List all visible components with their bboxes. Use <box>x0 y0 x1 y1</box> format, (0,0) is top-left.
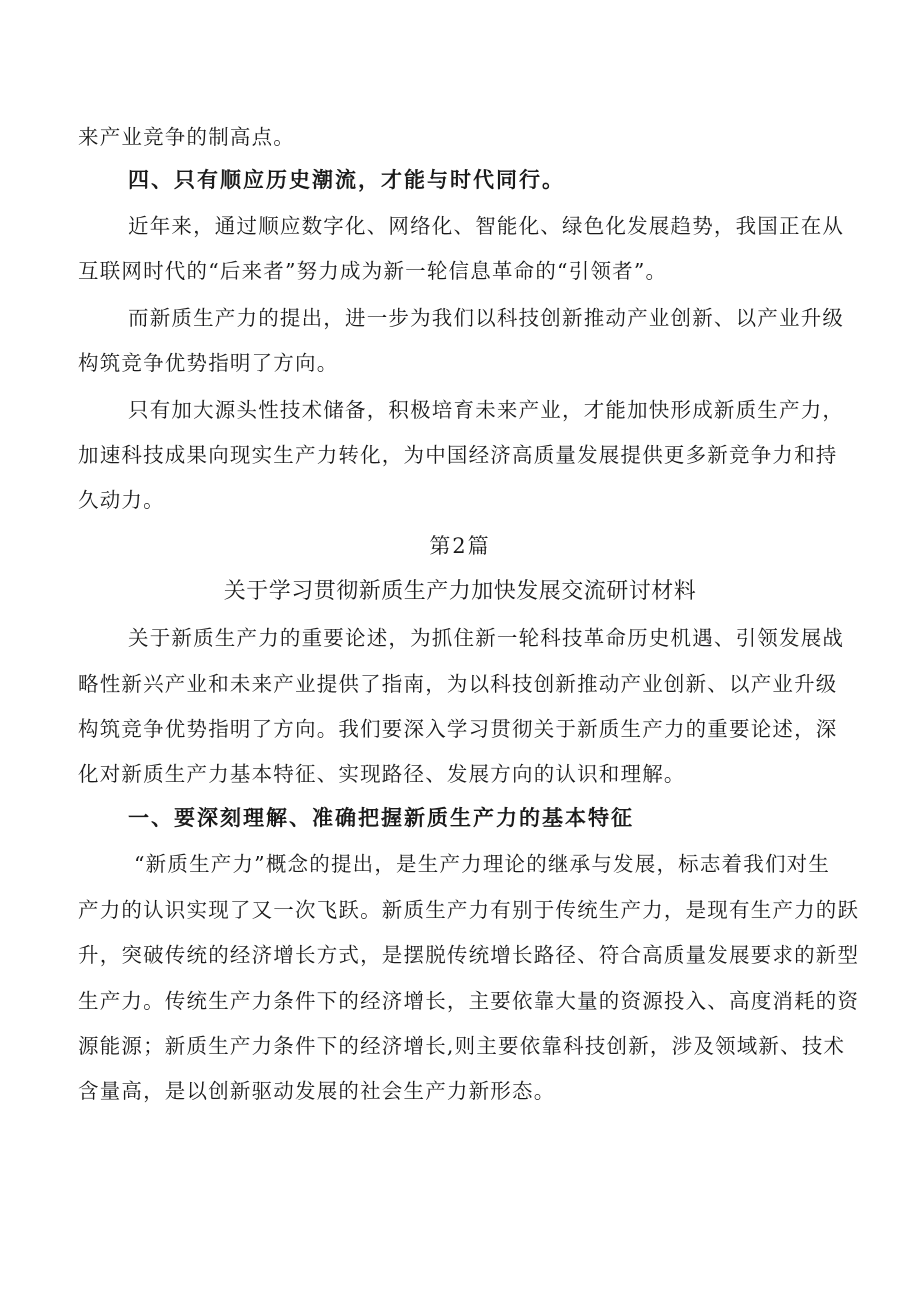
paragraph-line: 构筑竞争优势指明了方向。 <box>78 351 339 375</box>
paragraph-line: 只有加大源头性技术储备，积极培育未来产业，才能加快形成新质生产力， <box>128 398 845 422</box>
paragraph-line: 略性新兴产业和未来产业提供了指南，为以科技创新推动产业创新、以产业升级 <box>78 672 838 696</box>
paragraph-line: 源能源；新质生产力条件下的经济增长,则主要依靠科技创新，涉及领域新、技术 <box>78 1034 846 1058</box>
paragraph-line: 产力的认识实现了又一次飞跃。新质生产力有别于传统生产力，是现有生产力的跃 <box>78 898 860 922</box>
paragraph-line: 加速科技成果向现实生产力转化，为中国经济高质量发展提供更多新竞争力和持 <box>78 443 838 467</box>
paragraph-line: 关于新质生产力的重要论述，为抓住新一轮科技革命历史机遇、引领发展战 <box>128 626 845 650</box>
paragraph-line: 生产力。传统生产力条件下的经济增长，主要依靠大量的资源投入、高度消耗的资 <box>78 989 860 1013</box>
paragraph-line: 化对新质生产力基本特征、实现路径、发展方向的认识和理解。 <box>78 762 686 786</box>
paragraph-line: 构筑竞争优势指明了方向。我们要深入学习贯彻关于新质生产力的重要论述，深 <box>78 717 838 741</box>
paragraph-line: 近年来，通过顺应数字化、网络化、智能化、绿色化发展趋势，我国正在从 <box>128 214 845 238</box>
continuation-line: 来产业竞争的制高点。 <box>78 125 295 149</box>
section-one-heading: 一、要深刻理解、准确把握新质生产力的基本特征 <box>128 806 634 830</box>
paragraph-line: 含量高，是以创新驱动发展的社会生产力新形态。 <box>78 1079 556 1103</box>
document-title: 关于学习贯彻新质生产力加快发展交流研讨材料 <box>223 579 697 604</box>
paragraph-line: 升，突破传统的经济增长方式，是摆脱传统增长路径、符合高质量发展要求的新型 <box>78 943 860 967</box>
paragraph-line: 而新质生产力的提出，进一步为我们以科技创新推动产业创新、以产业升级 <box>128 306 845 330</box>
section-four-heading: 四、只有顺应历史潮流，才能与时代同行。 <box>128 168 565 192</box>
part-number: 第2篇 <box>429 534 491 558</box>
paragraph-line: 久动力。 <box>78 488 165 512</box>
paragraph-line: “新质生产力”概念的提出，是生产力理论的继承与发展，标志着我们对生 <box>134 852 831 876</box>
paragraph-line: 互联网时代的“后来者”努力成为新一轮信息革命的“引领者”。 <box>78 259 668 283</box>
